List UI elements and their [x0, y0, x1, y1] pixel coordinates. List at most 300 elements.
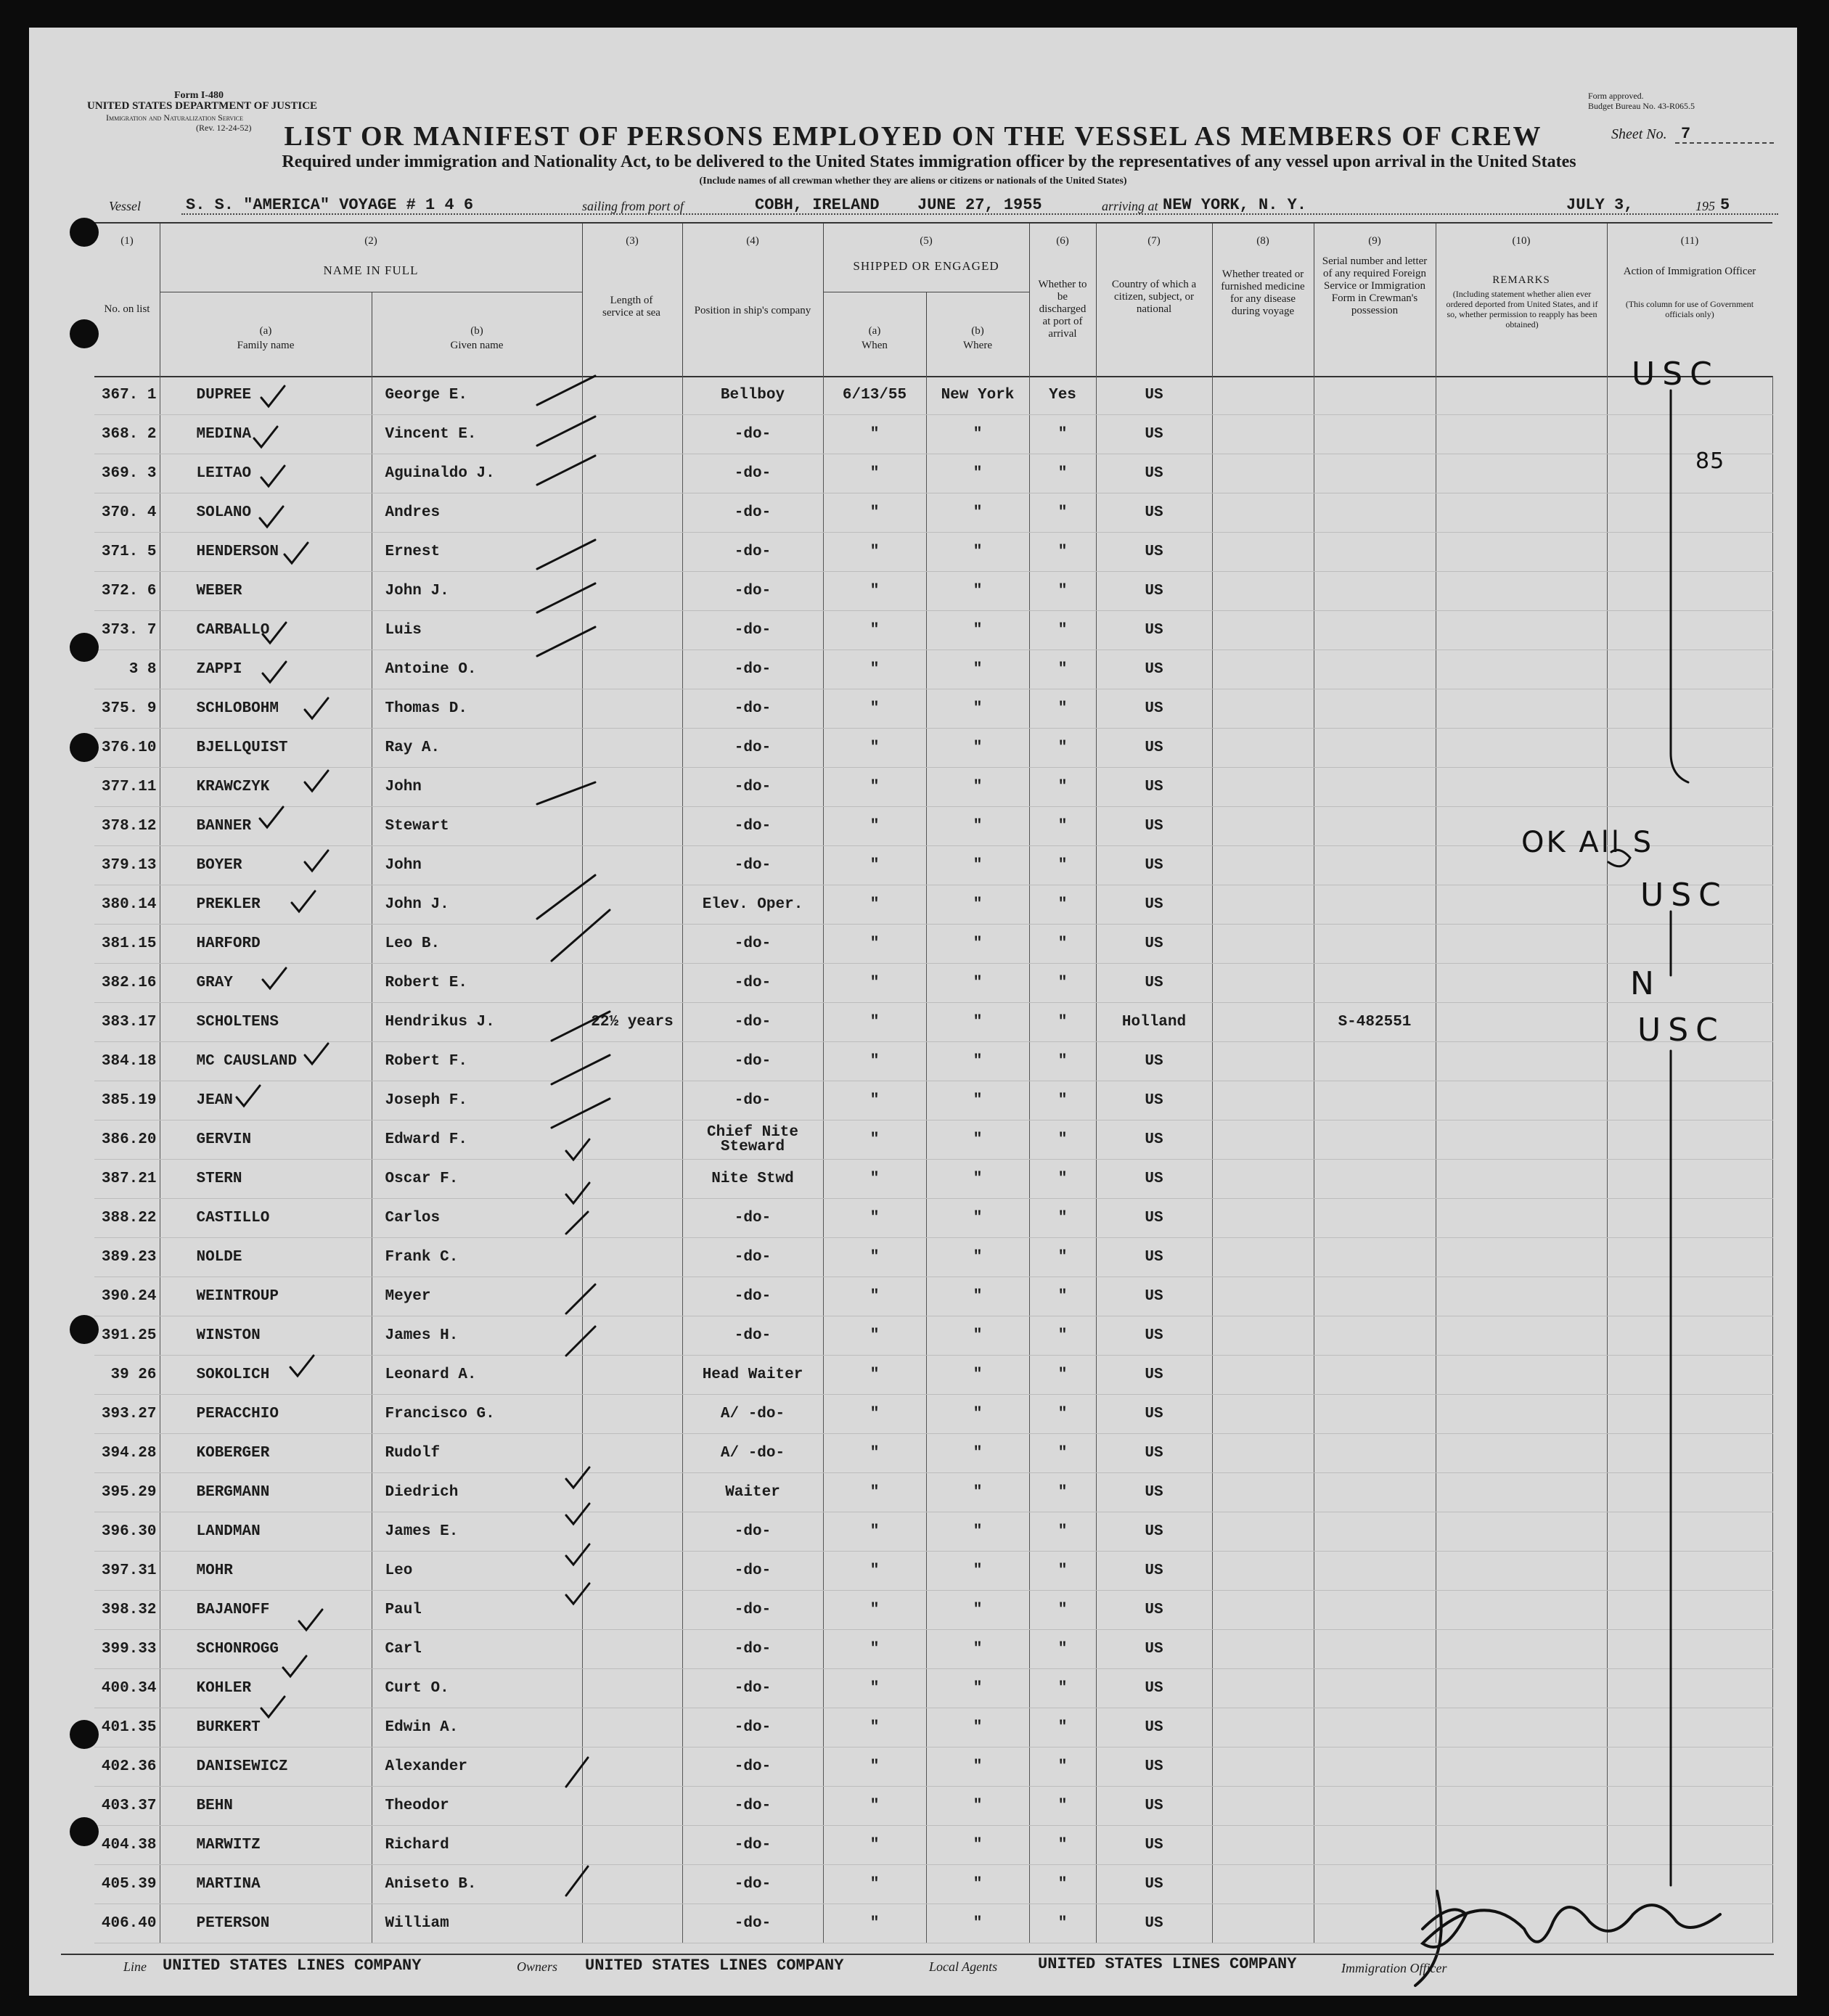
- row-number: 372. 6: [94, 572, 160, 611]
- form-number: Form I-480: [174, 90, 224, 101]
- row-number: 391.25: [94, 1316, 160, 1356]
- given-name: Frank C.: [372, 1238, 582, 1277]
- row-number: 401.35: [94, 1708, 160, 1747]
- discharge: ": [1029, 1042, 1096, 1081]
- discharge: ": [1029, 1316, 1096, 1356]
- family-name: PETERSON: [160, 1904, 372, 1943]
- given-name: Luis: [372, 611, 582, 650]
- country: US: [1096, 1199, 1212, 1238]
- shipped-when: ": [823, 1081, 926, 1120]
- country: US: [1096, 1316, 1212, 1356]
- shipped-where: ": [926, 729, 1029, 768]
- col9-num: (9): [1368, 235, 1381, 247]
- country: US: [1096, 1434, 1212, 1473]
- col4-label: Position in ship's company: [694, 305, 811, 316]
- col2b-label: Given name: [450, 340, 504, 351]
- col2-label: NAME IN FULL: [323, 263, 419, 277]
- position: -do-: [682, 689, 823, 729]
- given-name: Francisco G.: [372, 1395, 582, 1434]
- shipped-when: ": [823, 533, 926, 572]
- agents-value: UNITED STATES LINES COMPANY: [1038, 1955, 1297, 1973]
- shipped-where: ": [926, 1199, 1029, 1238]
- shipped-where: ": [926, 572, 1029, 611]
- shipped-where: ": [926, 415, 1029, 454]
- col5-label: SHIPPED OR ENGAGED: [853, 259, 999, 273]
- country: US: [1096, 650, 1212, 689]
- discharge: ": [1029, 533, 1096, 572]
- family-name: BANNER: [160, 807, 372, 846]
- arrival-port: NEW YORK, N. Y.: [1163, 196, 1307, 214]
- shipped-where: ": [926, 1160, 1029, 1199]
- position: -do-: [682, 415, 823, 454]
- arrival-date: JULY 3,: [1566, 196, 1634, 214]
- row-number: 3 8: [94, 650, 160, 689]
- country: US: [1096, 729, 1212, 768]
- discharge: ": [1029, 1787, 1096, 1826]
- col5b-label: Where: [963, 340, 992, 351]
- col8-label: Whether treated or furnished medicine for any disease during voyage: [1221, 269, 1305, 317]
- department: UNITED STATES DEPARTMENT OF JUSTICE: [87, 100, 318, 112]
- position: -do-: [682, 1081, 823, 1120]
- row-number: 402.36: [94, 1747, 160, 1787]
- row-number: 371. 5: [94, 533, 160, 572]
- row-number: 403.37: [94, 1787, 160, 1826]
- country: US: [1096, 1826, 1212, 1865]
- discharge: ": [1029, 1356, 1096, 1395]
- shipped-when: ": [823, 768, 926, 807]
- col11-note: (This column for use of Government officials only): [1625, 299, 1754, 319]
- handwriting-lines: [29, 28, 1797, 1996]
- sailing-label: sailing from port of: [582, 199, 684, 213]
- col5-num: (5): [920, 235, 933, 247]
- shipped-when: ": [823, 1904, 926, 1943]
- shipped-when: ": [823, 1042, 926, 1081]
- family-name: BOYER: [160, 846, 372, 885]
- given-name: Edward F.: [372, 1120, 582, 1160]
- owners-label: Owners: [517, 1959, 558, 1974]
- given-name: Alexander: [372, 1747, 582, 1787]
- family-name: DANISEWICZ: [160, 1747, 372, 1787]
- row-number: 395.29: [94, 1473, 160, 1512]
- discharge: ": [1029, 925, 1096, 964]
- family-name: PERACCHIO: [160, 1395, 372, 1434]
- officer-label: Immigration Officer: [1341, 1961, 1447, 1975]
- shipped-where: ": [926, 1277, 1029, 1316]
- row-number: 394.28: [94, 1434, 160, 1473]
- col2a-label: Family name: [237, 340, 295, 351]
- country: US: [1096, 533, 1212, 572]
- row-number: 380.14: [94, 885, 160, 925]
- shipped-where: ": [926, 1591, 1029, 1630]
- agents-label: Local Agents: [929, 1959, 998, 1974]
- country: US: [1096, 1120, 1212, 1160]
- family-name: SOKOLICH: [160, 1356, 372, 1395]
- col7-num: (7): [1147, 235, 1161, 247]
- service-name: Immigration and Naturalization Service: [106, 112, 244, 123]
- family-name: BERGMANN: [160, 1473, 372, 1512]
- shipped-when: ": [823, 454, 926, 493]
- row-number: 383.17: [94, 1003, 160, 1042]
- shipped-when: ": [823, 1708, 926, 1747]
- family-name: STERN: [160, 1160, 372, 1199]
- discharge: ": [1029, 1199, 1096, 1238]
- position: -do-: [682, 807, 823, 846]
- col1-label: No. on list: [104, 303, 150, 315]
- punch-hole-1: [70, 218, 99, 247]
- position: -do-: [682, 846, 823, 885]
- budget-bureau: Budget Bureau No. 43-R065.5: [1588, 101, 1695, 111]
- row-number: 405.39: [94, 1865, 160, 1904]
- discharge: ": [1029, 1630, 1096, 1669]
- family-name: SCHONROGG: [160, 1630, 372, 1669]
- position: A/ -do-: [682, 1434, 823, 1473]
- family-name: MOHR: [160, 1552, 372, 1591]
- family-name: DUPREE: [160, 376, 372, 415]
- shipped-when: ": [823, 925, 926, 964]
- discharge: ": [1029, 1669, 1096, 1708]
- given-name: Carlos: [372, 1199, 582, 1238]
- shipped-when: ": [823, 729, 926, 768]
- col11-label: Action of Immigration Officer: [1623, 266, 1756, 277]
- handwritten-usc-2: USC: [1640, 877, 1728, 914]
- country: US: [1096, 1747, 1212, 1787]
- row-number: 406.40: [94, 1904, 160, 1943]
- shipped-where: ": [926, 1081, 1029, 1120]
- given-name: Leo: [372, 1552, 582, 1591]
- discharge: ": [1029, 1512, 1096, 1552]
- col9-label: Serial number and letter of any required Foreign Service or Immigration Form in Crewman's possession: [1322, 255, 1428, 316]
- position: -do-: [682, 1787, 823, 1826]
- country: US: [1096, 415, 1212, 454]
- shipped-where: ": [926, 1356, 1029, 1395]
- row-number: 377.11: [94, 768, 160, 807]
- shipped-when: ": [823, 1238, 926, 1277]
- family-name: WEBER: [160, 572, 372, 611]
- shipped-when: ": [823, 1160, 926, 1199]
- discharge: ": [1029, 1434, 1096, 1473]
- given-name: Robert E.: [372, 964, 582, 1003]
- country: US: [1096, 1708, 1212, 1747]
- handwritten-n: N: [1630, 965, 1661, 1002]
- col1-num: (1): [120, 235, 134, 247]
- position: -do-: [682, 1747, 823, 1787]
- country: US: [1096, 1904, 1212, 1943]
- shipped-when: ": [823, 1591, 926, 1630]
- country: US: [1096, 925, 1212, 964]
- discharge: ": [1029, 1865, 1096, 1904]
- country: US: [1096, 1081, 1212, 1120]
- row-number: 382.16: [94, 964, 160, 1003]
- country: US: [1096, 1552, 1212, 1591]
- punch-hole-7: [70, 1817, 99, 1846]
- country: US: [1096, 611, 1212, 650]
- position: -do-: [682, 1591, 823, 1630]
- manifest-title: LIST OR MANIFEST OF PERSONS EMPLOYED ON THE VESSEL AS MEMBERS OF CREW: [284, 121, 1542, 152]
- shipped-where: ": [926, 1238, 1029, 1277]
- discharge: ": [1029, 689, 1096, 729]
- shipped-when: ": [823, 885, 926, 925]
- discharge: ": [1029, 1552, 1096, 1591]
- position: Bellboy: [682, 376, 823, 415]
- position: -do-: [682, 1552, 823, 1591]
- line-label: Line: [123, 1959, 147, 1974]
- vessel-label: Vessel: [109, 199, 141, 213]
- shipped-where: ": [926, 925, 1029, 964]
- family-name: JEAN: [160, 1081, 372, 1120]
- shipped-when: ": [823, 1747, 926, 1787]
- discharge: ": [1029, 415, 1096, 454]
- family-name: SOLANO: [160, 493, 372, 533]
- row-number: 373. 7: [94, 611, 160, 650]
- position: Elev. Oper.: [682, 885, 823, 925]
- discharge: ": [1029, 1277, 1096, 1316]
- shipped-where: New York: [926, 376, 1029, 415]
- position: -do-: [682, 1512, 823, 1552]
- country: US: [1096, 1042, 1212, 1081]
- country: US: [1096, 1473, 1212, 1512]
- family-name: BEHN: [160, 1787, 372, 1826]
- row-number: 400.34: [94, 1669, 160, 1708]
- family-name: WINSTON: [160, 1316, 372, 1356]
- shipped-where: ": [926, 1434, 1029, 1473]
- family-name: SCHLOBOHM: [160, 689, 372, 729]
- row-number: 368. 2: [94, 415, 160, 454]
- family-name: HENDERSON: [160, 533, 372, 572]
- country: US: [1096, 1865, 1212, 1904]
- sheet-number: 7: [1681, 125, 1691, 143]
- given-name: Paul: [372, 1591, 582, 1630]
- given-name: John: [372, 768, 582, 807]
- given-name: Vincent E.: [372, 415, 582, 454]
- position: Waiter: [682, 1473, 823, 1512]
- position: Nite Stwd: [682, 1160, 823, 1199]
- owners-value: UNITED STATES LINES COMPANY: [585, 1956, 844, 1975]
- country: US: [1096, 454, 1212, 493]
- country: US: [1096, 1238, 1212, 1277]
- shipped-where: ": [926, 1630, 1029, 1669]
- row-number: 369. 3: [94, 454, 160, 493]
- shipped-where: ": [926, 493, 1029, 533]
- family-name: HARFORD: [160, 925, 372, 964]
- family-name: MEDINA: [160, 415, 372, 454]
- country: US: [1096, 885, 1212, 925]
- shipped-where: ": [926, 807, 1029, 846]
- position: A/ -do-: [682, 1395, 823, 1434]
- position: -do-: [682, 1003, 823, 1042]
- family-name: LANDMAN: [160, 1512, 372, 1552]
- given-name: James E.: [372, 1512, 582, 1552]
- col7-label: Country of which a citizen, subject, or national: [1111, 279, 1197, 315]
- sailing-port: COBH, IRELAND: [755, 196, 880, 214]
- row-number: 393.27: [94, 1395, 160, 1434]
- family-name: KOHLER: [160, 1669, 372, 1708]
- given-name: Theodor: [372, 1787, 582, 1826]
- col11-num: (11): [1680, 235, 1699, 247]
- position: -do-: [682, 964, 823, 1003]
- row-number: 387.21: [94, 1160, 160, 1199]
- row-number: 381.15: [94, 925, 160, 964]
- given-name: Ernest: [372, 533, 582, 572]
- family-name: BJELLQUIST: [160, 729, 372, 768]
- shipped-when: ": [823, 1003, 926, 1042]
- discharge: ": [1029, 454, 1096, 493]
- discharge: ": [1029, 807, 1096, 846]
- sheet-label: Sheet No.: [1611, 126, 1667, 142]
- family-name: MARWITZ: [160, 1826, 372, 1865]
- shipped-where: ": [926, 1826, 1029, 1865]
- shipped-when: ": [823, 493, 926, 533]
- col5a-num: (a): [868, 325, 881, 337]
- shipped-when: ": [823, 1434, 926, 1473]
- discharge: ": [1029, 1395, 1096, 1434]
- shipped-where: ": [926, 1003, 1029, 1042]
- shipped-where: ": [926, 1747, 1029, 1787]
- manifest-subtitle: Required under immigration and Nationality Act, to be delivered to the United States immigration officer by the representatives of any vessel upon arrival in the United States: [282, 152, 1576, 171]
- position: -do-: [682, 1904, 823, 1943]
- shipped-when: ": [823, 807, 926, 846]
- shipped-where: ": [926, 1669, 1029, 1708]
- year-digit: 5: [1720, 196, 1730, 214]
- position: -do-: [682, 611, 823, 650]
- punch-hole-4: [70, 733, 99, 762]
- position: -do-: [682, 1316, 823, 1356]
- country: US: [1096, 768, 1212, 807]
- position: -do-: [682, 1865, 823, 1904]
- given-name: Aguinaldo J.: [372, 454, 582, 493]
- given-name: Andres: [372, 493, 582, 533]
- year-prefix: 195: [1695, 199, 1715, 213]
- shipped-when: ": [823, 415, 926, 454]
- family-name: KOBERGER: [160, 1434, 372, 1473]
- country: US: [1096, 1787, 1212, 1826]
- discharge: ": [1029, 650, 1096, 689]
- line-value: UNITED STATES LINES COMPANY: [163, 1956, 422, 1975]
- given-name: John: [372, 846, 582, 885]
- position: -do-: [682, 1708, 823, 1747]
- row-number: 397.31: [94, 1552, 160, 1591]
- family-name: GRAY: [160, 964, 372, 1003]
- discharge: ": [1029, 964, 1096, 1003]
- position: -do-: [682, 1042, 823, 1081]
- discharge: ": [1029, 846, 1096, 885]
- given-name: Oscar F.: [372, 1160, 582, 1199]
- given-name: William: [372, 1904, 582, 1943]
- country: US: [1096, 964, 1212, 1003]
- shipped-when: ": [823, 1552, 926, 1591]
- country: US: [1096, 1630, 1212, 1669]
- family-name: SCHOLTENS: [160, 1003, 372, 1042]
- bracket-line-1: [1671, 390, 1688, 782]
- shipped-when: ": [823, 1630, 926, 1669]
- family-name: PREKLER: [160, 885, 372, 925]
- country: US: [1096, 1160, 1212, 1199]
- given-name: Leo B.: [372, 925, 582, 964]
- shipped-where: ": [926, 1708, 1029, 1747]
- handwritten-usc-3: USC: [1637, 1012, 1725, 1049]
- family-name: CASTILLO: [160, 1199, 372, 1238]
- family-name: KRAWCZYK: [160, 768, 372, 807]
- row-number: 396.30: [94, 1512, 160, 1552]
- discharge: ": [1029, 1003, 1096, 1042]
- family-name: BAJANOFF: [160, 1591, 372, 1630]
- row-number: 367. 1: [94, 376, 160, 415]
- country: US: [1096, 807, 1212, 846]
- shipped-when: ": [823, 1277, 926, 1316]
- given-name: John J.: [372, 885, 582, 925]
- shipped-where: ": [926, 846, 1029, 885]
- position: -do-: [682, 1669, 823, 1708]
- position: -do-: [682, 650, 823, 689]
- position: -do-: [682, 1826, 823, 1865]
- col10-num: (10): [1512, 235, 1531, 247]
- row-number: 375. 9: [94, 689, 160, 729]
- shipped-when: ": [823, 1356, 926, 1395]
- punch-hole-3: [70, 633, 99, 662]
- shipped-where: ": [926, 1552, 1029, 1591]
- given-name: Richard: [372, 1826, 582, 1865]
- discharge: ": [1029, 1708, 1096, 1747]
- shipped-when: ": [823, 1199, 926, 1238]
- col4-num: (4): [746, 235, 759, 247]
- shipped-when: ": [823, 1120, 926, 1160]
- footer-rule: [61, 1954, 1774, 1955]
- shipped-when: ": [823, 1473, 926, 1512]
- shipped-when: ": [823, 964, 926, 1003]
- row-number: 370. 4: [94, 493, 160, 533]
- shipped-when: ": [823, 1316, 926, 1356]
- shipped-when: ": [823, 611, 926, 650]
- country: US: [1096, 1277, 1212, 1316]
- given-name: Meyer: [372, 1277, 582, 1316]
- family-name: CARBALLO: [160, 611, 372, 650]
- country: US: [1096, 1591, 1212, 1630]
- revision: (Rev. 12-24-52): [196, 123, 252, 133]
- discharge: ": [1029, 885, 1096, 925]
- handwritten-ok-note: OK All S: [1521, 826, 1654, 859]
- sailing-date: JUNE 27, 1955: [917, 196, 1042, 214]
- position: Chief Nite Steward: [682, 1120, 823, 1160]
- shipped-when: ": [823, 689, 926, 729]
- position: -do-: [682, 572, 823, 611]
- shipped-where: ": [926, 1120, 1029, 1160]
- position: -do-: [682, 925, 823, 964]
- given-name: Aniseto B.: [372, 1865, 582, 1904]
- country: US: [1096, 1512, 1212, 1552]
- row-number: 404.38: [94, 1826, 160, 1865]
- col5b-num: (b): [971, 325, 984, 337]
- given-name: Joseph F.: [372, 1081, 582, 1120]
- manifest-note: (Include names of all crewman whether they are aliens or citizens or nationals of the United States): [699, 176, 1127, 187]
- discharge: ": [1029, 493, 1096, 533]
- discharge: ": [1029, 572, 1096, 611]
- position: -do-: [682, 1277, 823, 1316]
- family-name: WEINTROUP: [160, 1277, 372, 1316]
- discharge: ": [1029, 1826, 1096, 1865]
- row-number: 39 26: [94, 1356, 160, 1395]
- shipped-when: ": [823, 1512, 926, 1552]
- shipped-when: 6/13/55: [823, 376, 926, 415]
- col6-num: (6): [1056, 235, 1069, 247]
- country: US: [1096, 846, 1212, 885]
- country: US: [1096, 689, 1212, 729]
- row-number: 384.18: [94, 1042, 160, 1081]
- given-name: Rudolf: [372, 1434, 582, 1473]
- shipped-when: ": [823, 572, 926, 611]
- shipped-where: ": [926, 1787, 1029, 1826]
- col10-label: REMARKS: [1492, 274, 1550, 286]
- shipped-where: ": [926, 1473, 1029, 1512]
- punch-hole-5: [70, 1315, 99, 1344]
